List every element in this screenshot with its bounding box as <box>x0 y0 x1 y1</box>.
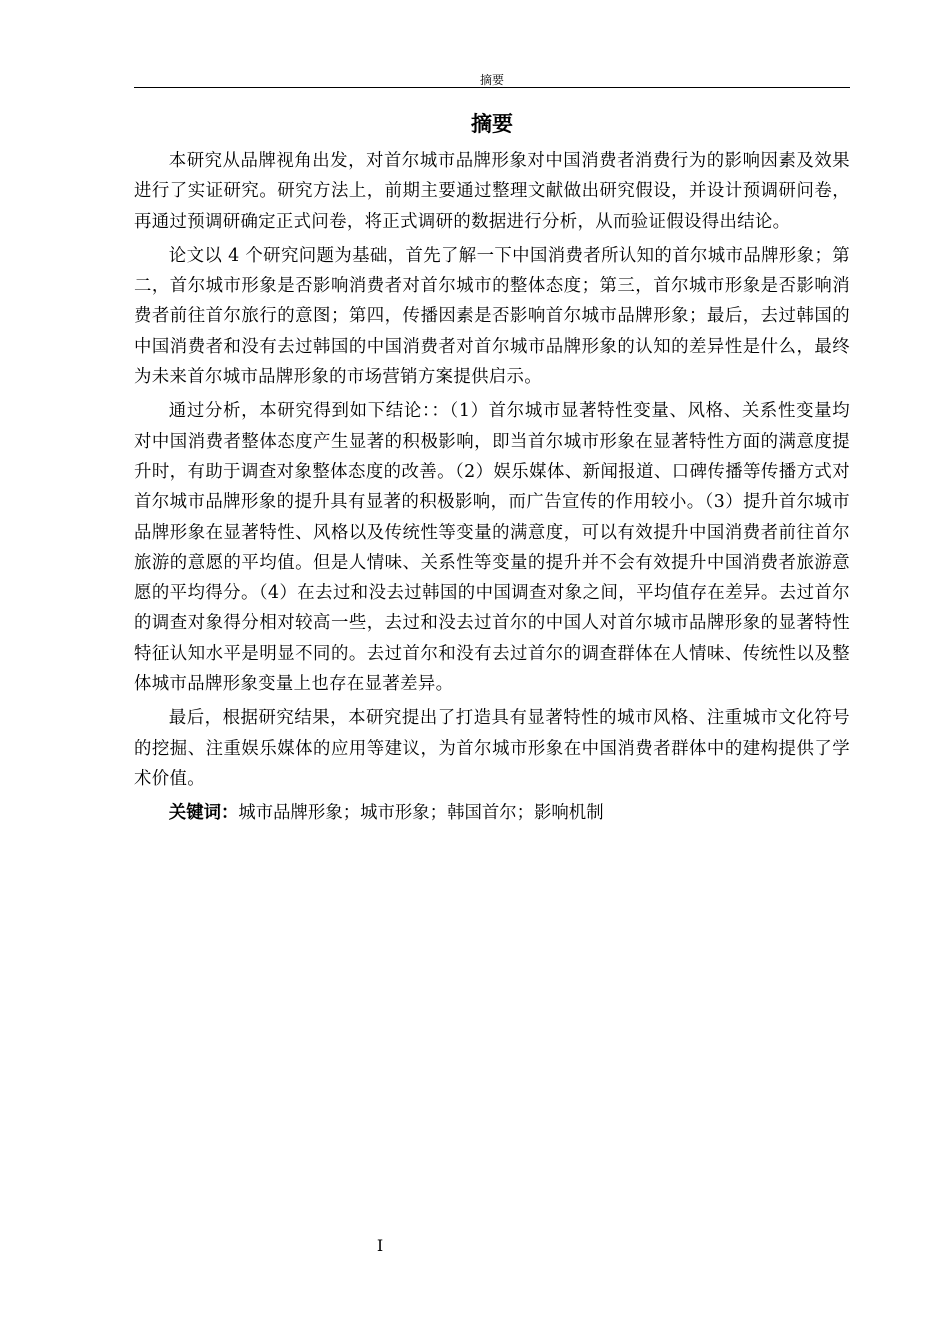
abstract-paragraph-2: 论文以 4 个研究问题为基础，首先了解一下中国消费者所认知的首尔城市品牌形象；第二，首尔城市形象是否影响消费者对首尔城市的整体态度；第三，首尔城市形象是否影响消费者前往首尔旅行的意图；第四，传播因素是否影响首尔城市品牌形象；最后，去过韩国的中国消费者和没有去过韩国的中国消费者对首尔城市品牌形象的认知的差异性是什么，最终为未来首尔城市品牌形象的市场营销方案提供启示。 <box>134 245 850 388</box>
abstract-paragraph-3: 通过分析，本研究得到如下结论：：（1）首尔城市显著特性变量、风格、关系性变量均对中国消费者整体态度产生显著的积极影响，即当首尔城市形象在显著特性方面的满意度提升时，有助于调查对象整体态度的改善。（2）娱乐媒体、新闻报道、口碑传播等传播方式对首尔城市品牌形象的提升具有显著的积极影响，而广告宣传的作用较小。（3）提升首尔城市品牌形象在显著特性、风格以及传统性等变量的满意度，可以有效提升中国消费者前往首尔旅游的意愿的平均值。但是人情味、关系性等变量的提升并不会有效提升中国消费者旅游意愿的平均得分。（4）在去过和没去过韩国的中国调查对象之间，平均值存在差异。去过首尔的调查对象得分相对较高一些，去过和没去过首尔的中国人对首尔城市品牌形象的显著特性特征认知水平是明显不同的。去过首尔和没有去过首尔的调查群体在人情味、传统性以及整体城市品牌形象变量上也存在显著差异。 <box>134 401 850 695</box>
abstract-body <box>134 146 850 829</box>
keywords-line <box>134 798 850 828</box>
abstract-paragraph-4: 最后，根据研究结果，本研究提出了打造具有显著特性的城市风格、注重城市文化符号的挖掘、注重娱乐媒体的应用等建议，为首尔城市形象在中国消费者群体中的建构提供了学术价值。 <box>134 708 850 789</box>
abstract-paragraph-1: 本研究从品牌视角出发，对首尔城市品牌形象对中国消费者消费行为的影响因素及效果进行了实证研究。研究方法上，前期主要通过整理文献做出研究假设，并设计预调研问卷，再通过预调研确定正式问卷，将正式调研的数据进行分析，从而验证假设得出结论。 <box>134 151 850 232</box>
page-title: 摘要 <box>471 112 513 136</box>
keywords-label: 关键词： <box>168 803 239 824</box>
header-divider <box>134 87 850 88</box>
keywords-text: 城市品牌形象；城市形象；韩国首尔；影响机制 <box>238 803 604 824</box>
running-header: 摘要 <box>479 73 504 87</box>
page-number: I <box>376 1236 384 1255</box>
